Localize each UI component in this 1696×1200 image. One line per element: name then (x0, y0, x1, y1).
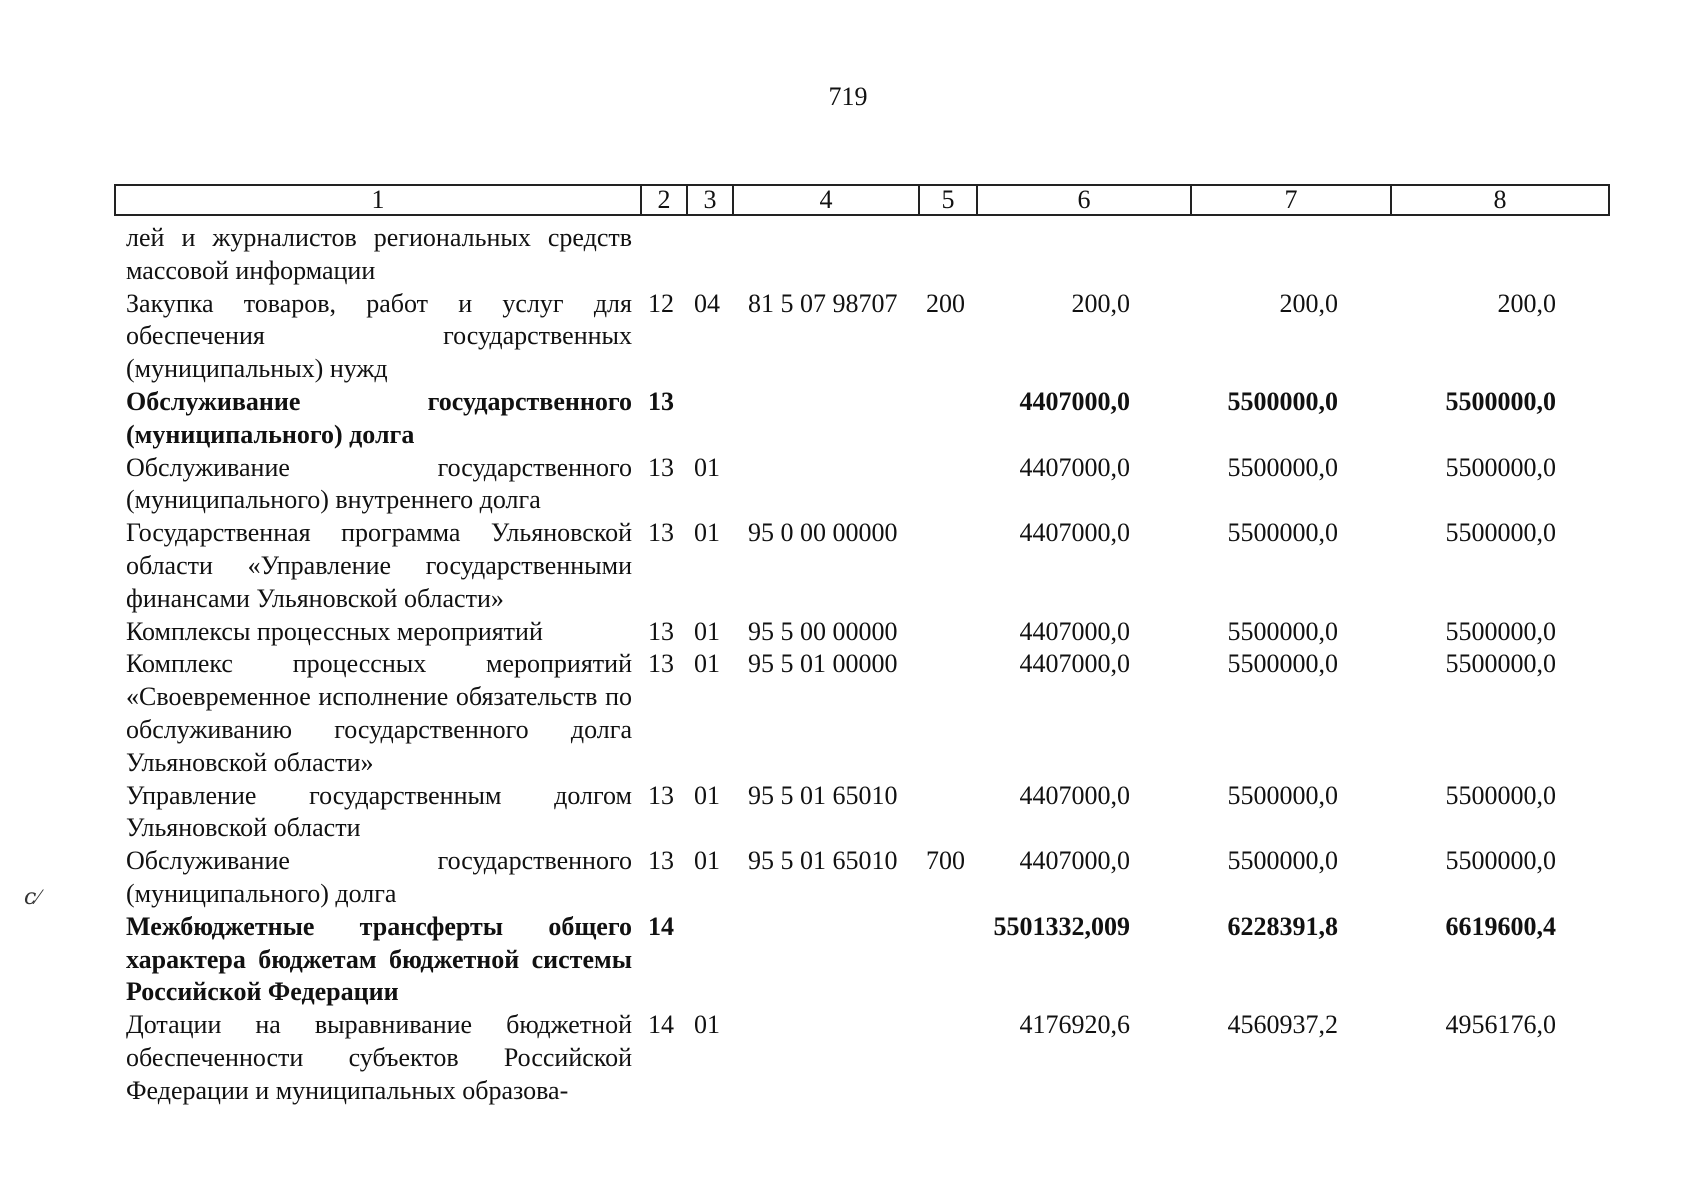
row-amount-col6: 5501332,009 (993, 911, 1130, 941)
budget-table-body (114, 222, 1608, 1108)
row-description: лей и журналистов региональных средств массовой информации (126, 223, 632, 285)
row-amount-col8: 5500000,0 (1445, 616, 1556, 646)
row-description: Межбюджетные трансферты общего характера бюджетам бюджетной системы Российской Федерации (126, 911, 632, 1007)
table-row (114, 452, 1608, 518)
table-row (114, 517, 1608, 615)
row-section: 14 (648, 1010, 674, 1040)
table-row (114, 222, 1608, 288)
row-amount-col7: 5500000,0 (1227, 846, 1338, 876)
row-subsection: 01 (694, 616, 720, 646)
row-description: Государственная программа Ульяновской области «Управление государственными финансами Ульяновской области» (126, 518, 632, 613)
row-target-article (732, 222, 918, 288)
row-section: 14 (648, 911, 674, 941)
row-amount-col8: 200,0 (1497, 288, 1556, 318)
header-col-1: 1 (115, 185, 641, 215)
row-section: 13 (648, 518, 674, 548)
row-description: Закупка товаров, работ и услуг для обеспечения государственных (муниципальных) нужд (126, 288, 632, 384)
row-expense-type (918, 616, 976, 649)
row-section: 12 (648, 288, 674, 318)
row-amount-col6: 4407000,0 (1019, 386, 1130, 416)
row-amount-col8: 5500000,0 (1445, 649, 1556, 679)
row-amount-col7: 200,0 (1279, 288, 1338, 318)
row-amount-col6: 4407000,0 (1019, 649, 1130, 679)
row-amount-col7: 5500000,0 (1227, 386, 1338, 416)
row-target-article: 95 5 01 00000 (748, 649, 898, 679)
row-description: Обслуживание государственного (муниципального) внутреннего долга (126, 452, 632, 515)
row-expense-type (918, 517, 976, 615)
row-description: Комплексы процессных мероприятий (126, 616, 543, 646)
margin-pen-mark: ⅽ⁄ (24, 884, 40, 909)
row-amount-col6: 4407000,0 (1019, 452, 1130, 482)
row-subsection: 04 (694, 288, 720, 318)
row-subsection: 01 (694, 452, 720, 482)
row-amount-col7 (1190, 222, 1390, 288)
row-target-article: 95 5 00 00000 (748, 616, 898, 646)
header-col-8: 8 (1391, 185, 1609, 215)
row-amount-col6: 4176920,6 (1019, 1010, 1130, 1040)
row-section: 13 (648, 616, 674, 646)
row-expense-type (918, 648, 976, 779)
row-description: Управление государственным долгом Ульяновской области (126, 780, 632, 843)
row-target-article (732, 452, 918, 518)
row-expense-type (918, 452, 976, 518)
row-amount-col8 (1390, 222, 1608, 288)
table-row (114, 288, 1608, 386)
row-amount-col7: 5500000,0 (1227, 616, 1338, 646)
row-subsection: 01 (694, 649, 720, 679)
table-row (114, 648, 1608, 779)
row-description: Обслуживание государственного (муниципального) долга (126, 386, 632, 449)
row-expense-type (918, 911, 976, 1009)
row-subsection: 01 (694, 846, 720, 876)
row-subsection (686, 386, 732, 452)
row-amount-col6: 4407000,0 (1019, 846, 1130, 876)
header-col-3: 3 (687, 185, 733, 215)
row-amount-col7: 6228391,8 (1227, 911, 1338, 941)
row-amount-col8: 5500000,0 (1445, 780, 1556, 810)
header-col-4: 4 (733, 185, 919, 215)
row-target-article: 81 5 07 98707 (748, 288, 898, 318)
row-amount-col8: 5500000,0 (1445, 846, 1556, 876)
row-section: 13 (648, 452, 674, 482)
row-target-article: 95 0 00 00000 (748, 518, 898, 548)
row-amount-col6: 4407000,0 (1019, 518, 1130, 548)
row-expense-type (918, 780, 976, 846)
table-row (114, 911, 1608, 1009)
table-row (114, 845, 1608, 911)
row-section: 13 (648, 386, 674, 416)
table-row (114, 780, 1608, 846)
row-amount-col7: 5500000,0 (1227, 518, 1338, 548)
row-expense-type: 200 (926, 288, 965, 318)
table-row (114, 1009, 1608, 1107)
row-subsection: 01 (694, 1010, 720, 1040)
row-expense-type: 700 (926, 846, 965, 876)
row-subsection: 01 (694, 780, 720, 810)
row-expense-type (918, 1009, 976, 1107)
header-col-2: 2 (641, 185, 687, 215)
row-description: Дотации на выравнивание бюджетной обеспеченности субъектов Российской Федерации и муниципальных образова- (126, 1010, 632, 1105)
row-section (640, 222, 686, 288)
table-header (114, 184, 1610, 216)
row-target-article (732, 1009, 918, 1107)
row-amount-col8: 5500000,0 (1445, 452, 1556, 482)
row-amount-col8: 5500000,0 (1445, 518, 1556, 548)
row-amount-col6: 4407000,0 (1019, 780, 1130, 810)
row-amount-col7: 4560937,2 (1227, 1010, 1338, 1040)
row-section: 13 (648, 649, 674, 679)
header-col-7: 7 (1191, 185, 1391, 215)
row-target-article: 95 5 01 65010 (748, 780, 898, 810)
table-row (114, 616, 1608, 649)
table-row (114, 386, 1608, 452)
header-col-6: 6 (977, 185, 1191, 215)
row-subsection (686, 911, 732, 1009)
row-target-article (732, 911, 918, 1009)
row-amount-col8: 6619600,4 (1445, 911, 1556, 941)
row-amount-col8: 4956176,0 (1445, 1010, 1556, 1040)
row-expense-type (918, 222, 976, 288)
row-target-article: 95 5 01 65010 (748, 846, 898, 876)
row-amount-col7: 5500000,0 (1227, 649, 1338, 679)
row-description: Обслуживание государственного (муниципального) долга (126, 846, 632, 908)
row-section: 13 (648, 780, 674, 810)
row-expense-type (918, 386, 976, 452)
row-amount-col8: 5500000,0 (1445, 386, 1556, 416)
row-amount-col6: 4407000,0 (1019, 616, 1130, 646)
row-amount-col6 (976, 222, 1190, 288)
header-col-5: 5 (919, 185, 977, 215)
row-section: 13 (648, 846, 674, 876)
row-amount-col7: 5500000,0 (1227, 780, 1338, 810)
row-subsection: 01 (694, 518, 720, 548)
row-amount-col6: 200,0 (1071, 288, 1130, 318)
row-amount-col7: 5500000,0 (1227, 452, 1338, 482)
row-description: Комплекс процессных мероприятий «Своевременное исполнение обязательств по обслуживанию государственного долга Ульяновской области» (126, 649, 632, 777)
row-target-article (732, 386, 918, 452)
row-subsection (686, 222, 732, 288)
page-number: 719 (828, 82, 868, 111)
